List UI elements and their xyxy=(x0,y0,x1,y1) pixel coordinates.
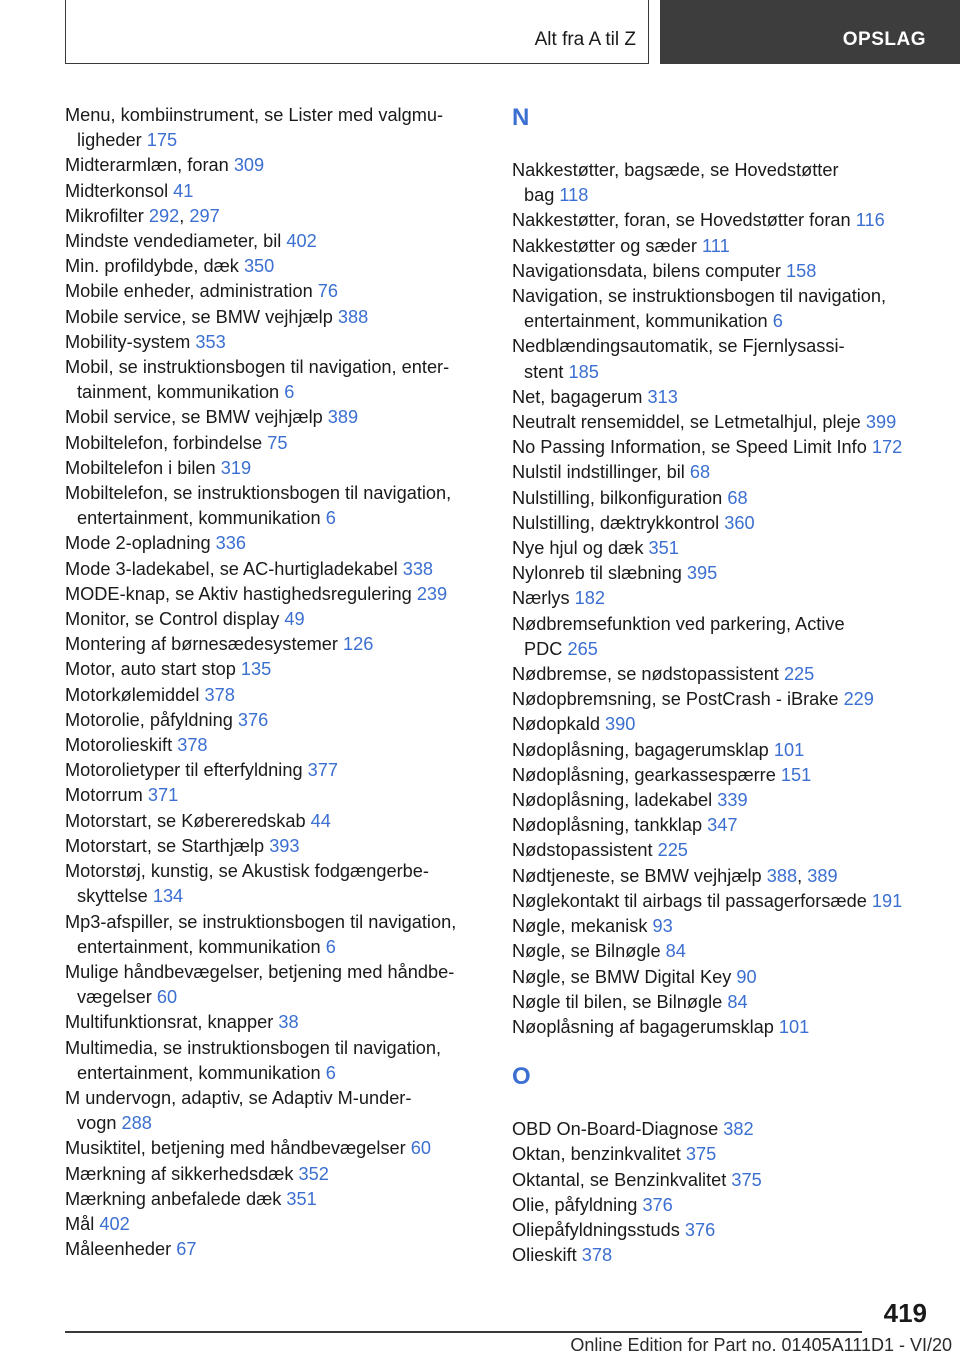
index-entry xyxy=(512,738,932,763)
index-entry-term: Nødoplåsning, tankklap xyxy=(512,815,703,836)
index-entry-term: Nøgle, se BMW Digital Key xyxy=(512,966,732,987)
index-entry xyxy=(65,809,485,834)
index-entry-term: Nulstilling, bilkonfiguration xyxy=(512,487,723,508)
index-entry-term-continued: PDC xyxy=(524,638,563,659)
index-column-right xyxy=(512,103,932,1268)
index-entry-term: Monitor, se Control display xyxy=(65,609,280,630)
index-entry-term: Nødoplåsning, gearkassespærre xyxy=(512,764,776,785)
index-entry xyxy=(65,1010,485,1035)
index-entry: Mikrofilter 292, 297 xyxy=(65,205,220,226)
page-reference-link[interactable]: 49 xyxy=(284,609,305,630)
index-entry-term: Midterarmlæn, foran xyxy=(65,155,229,176)
index-entry-term-continued: ligheder xyxy=(77,130,142,151)
index-entry xyxy=(65,632,485,657)
page-reference-link[interactable]: 288 xyxy=(121,1113,152,1134)
page-reference-link[interactable]: 389 xyxy=(327,407,359,428)
page-reference-link[interactable]: 38 xyxy=(278,1012,299,1033)
index-entry xyxy=(65,557,485,582)
index-entry-term: Motorkølemiddel xyxy=(65,684,200,705)
index-entry xyxy=(65,1036,485,1086)
index-entry xyxy=(65,683,485,708)
page-reference-link[interactable]: 378 xyxy=(581,1245,613,1266)
index-entry-term: Mobiltelefon, se instruktionsbogen til navigation, xyxy=(65,483,452,504)
index-entry-term: Nøglekontakt til airbags til passagerforsæde xyxy=(512,890,867,911)
index-entry-term: Net, bagagerum xyxy=(512,386,643,407)
index-entry xyxy=(65,279,485,304)
index-entry xyxy=(65,783,485,808)
index-entry xyxy=(512,838,932,863)
page-reference-link[interactable]: 116 xyxy=(855,210,885,231)
index-entry-term: Multifunktionsrat, knapper xyxy=(65,1012,274,1033)
index-entry xyxy=(512,813,932,838)
page-reference-link[interactable]: 393 xyxy=(269,835,300,856)
page-reference-link[interactable]: 175 xyxy=(146,130,178,151)
page-reference-link[interactable]: 67 xyxy=(176,1239,197,1260)
index-entry xyxy=(512,334,932,384)
page-reference-link[interactable]: 265 xyxy=(567,638,598,659)
page-reference-link[interactable]: 382 xyxy=(723,1119,754,1140)
index-entry-term: Olieskift xyxy=(512,1245,577,1266)
index-entry xyxy=(512,158,932,208)
header-tab-box xyxy=(660,0,960,64)
index-entry xyxy=(512,939,932,964)
page-reference-link[interactable]: 297 xyxy=(189,205,220,226)
page-reference-link[interactable]: 6 xyxy=(325,508,336,529)
index-column-left xyxy=(65,103,485,1262)
index-entry xyxy=(65,607,485,632)
index-entry-term: Nødoplåsning, bagagerumsklap xyxy=(512,739,769,760)
index-entry-term: Mobiltelefon, forbindelse xyxy=(65,432,263,453)
index-entry-term: Motorolieskift xyxy=(65,735,173,756)
page-reference-link[interactable]: 41 xyxy=(173,180,194,201)
index-entry-term: Nye hjul og dæk xyxy=(512,538,644,559)
index-entry-term: Motor, auto start stop xyxy=(65,659,236,680)
page-reference-link[interactable]: 338 xyxy=(402,558,434,579)
page-reference-link[interactable]: 6 xyxy=(325,1062,336,1083)
index-entry-term: Nødopbremsning, se PostCrash - iBrake xyxy=(512,689,839,710)
page-reference-link[interactable]: 90 xyxy=(736,966,757,987)
index-entry xyxy=(65,859,485,909)
footer-divider xyxy=(65,1331,862,1333)
index-entry-term: Mobiltelefon i bilen xyxy=(65,457,216,478)
page-reference-link[interactable]: 84 xyxy=(727,991,748,1012)
page-reference-link[interactable]: 399 xyxy=(865,412,897,433)
index-entry-term: Motorrum xyxy=(65,785,143,806)
index-entry-term-continued: entertainment, kommunikation xyxy=(524,311,768,332)
page-reference-link[interactable]: 376 xyxy=(237,709,269,730)
index-entry-term: Måleenheder xyxy=(65,1239,172,1260)
page-reference-link[interactable]: 336 xyxy=(215,533,247,554)
index-entry-term: Nødbremsefunktion ved parkering, Active xyxy=(512,613,845,634)
page-reference-link[interactable]: 378 xyxy=(204,684,235,705)
index-entry xyxy=(65,355,485,405)
index-entry xyxy=(65,657,485,682)
index-entry xyxy=(512,486,932,511)
page-reference-link[interactable]: 309 xyxy=(233,155,265,176)
page-reference-link[interactable]: 375 xyxy=(731,1169,762,1190)
index-entry xyxy=(512,1193,932,1218)
index-entry-term-continued: entertainment, kommunikation xyxy=(77,508,321,529)
page-reference-link[interactable]: 371 xyxy=(147,785,179,806)
page-reference-link[interactable]: 75 xyxy=(267,432,288,453)
index-entry-term-continued: skyttelse xyxy=(77,886,148,907)
index-entry-term: Motorolietyper til efterfyldning xyxy=(65,760,303,781)
index-entry-term: MODE-knap, se Aktiv hastighedsregulering xyxy=(65,583,412,604)
index-entry xyxy=(65,1212,485,1237)
page-reference-link[interactable]: 376 xyxy=(684,1219,716,1240)
page-reference-link[interactable]: 6 xyxy=(772,311,783,332)
index-entry xyxy=(512,914,932,939)
index-entry-term: Nøoplåsning af bagagerumsklap xyxy=(512,1016,774,1037)
index-entry-term: Nøgle, se Bilnøgle xyxy=(512,941,661,962)
index-entry xyxy=(512,889,932,914)
index-entry-term: Mobil service, se BMW vejhjælp xyxy=(65,407,323,428)
page-reference-link[interactable]: 360 xyxy=(724,512,755,533)
index-entry xyxy=(65,910,485,960)
index-entry xyxy=(65,1086,485,1136)
page-reference-link[interactable]: 225 xyxy=(783,664,815,685)
index-entry-term: Nulstil indstillinger, bil xyxy=(512,462,685,483)
page-reference-link[interactable]: 101 xyxy=(778,1016,810,1037)
index-entry xyxy=(512,536,932,561)
page-reference-link[interactable]: 135 xyxy=(240,659,272,680)
index-entry xyxy=(65,834,485,859)
index-entry xyxy=(512,1218,932,1243)
page-reference-link[interactable]: 60 xyxy=(410,1138,432,1159)
page-reference-link[interactable]: 68 xyxy=(727,487,748,508)
index-entry-term: Nøgle, mekanisk xyxy=(512,916,648,937)
index-entry xyxy=(512,284,932,334)
index-entry xyxy=(512,410,932,435)
header-section-box xyxy=(65,0,649,64)
page-reference-link[interactable]: 388 xyxy=(337,306,369,327)
page-reference-link[interactable]: 76 xyxy=(317,281,338,302)
index-entry xyxy=(65,531,485,556)
index-entry-term: Navigationsdata, bilens computer xyxy=(512,260,781,281)
index-entry-term: Min. profildybde, dæk xyxy=(65,256,239,277)
index-entry xyxy=(65,960,485,1010)
index-entry xyxy=(65,758,485,783)
page-reference-link[interactable]: 93 xyxy=(652,916,673,937)
page-reference-link[interactable]: 158 xyxy=(786,260,817,281)
index-entry-term: Motorstart, se Købereredskab xyxy=(65,810,306,831)
page-reference-link[interactable]: 185 xyxy=(568,361,599,382)
index-entry-term: Mode 2-opladning xyxy=(65,533,211,554)
page-reference-link[interactable]: 389 xyxy=(807,865,838,886)
index-entry xyxy=(65,1162,485,1187)
page-reference-link[interactable]: 402 xyxy=(286,231,317,252)
index-entry-term: Nøgle til bilen, se Bilnøgle xyxy=(512,991,723,1012)
index-entry-term: Navigation, se instruktionsbogen til navigation, xyxy=(512,286,887,307)
index-entry-term: Nødopkald xyxy=(512,714,600,735)
page-reference-link[interactable]: 376 xyxy=(642,1194,673,1215)
index-entry-term: Nødtjeneste, se BMW vejhjælp xyxy=(512,865,762,886)
page-reference-link[interactable]: 319 xyxy=(220,457,252,478)
index-entry xyxy=(512,1015,932,1040)
index-entry-term: Montering af børnesædesystemer xyxy=(65,634,338,655)
index-entry-term: Nakkestøtter, bagsæde, se Hovedstøtter xyxy=(512,160,839,180)
index-entry xyxy=(512,561,932,586)
index-entry xyxy=(512,460,932,485)
page-number: 419 xyxy=(883,1298,927,1328)
index-entry xyxy=(512,612,932,662)
index-entry-term: Multimedia, se instruktionsbogen til navigation, xyxy=(65,1037,442,1058)
page-reference-link[interactable]: 347 xyxy=(707,815,738,836)
index-entry-term: Musiktitel, betjening med håndbevægelser xyxy=(65,1138,406,1159)
index-entry-term-continued: vogn xyxy=(77,1113,117,1134)
page-reference-link[interactable]: 225 xyxy=(657,840,688,861)
index-entry-term: Motorstart, se Starthjælp xyxy=(65,835,265,856)
page-reference-link[interactable]: 68 xyxy=(689,462,711,483)
page-reference-link[interactable]: 353 xyxy=(195,331,226,352)
page-reference-link[interactable]: 134 xyxy=(152,886,184,907)
page-reference-link[interactable]: 118 xyxy=(559,185,589,206)
index-entry-term: OBD On-Board-Diagnose xyxy=(512,1119,719,1140)
index-entry-term-continued: entertainment, kommunikation xyxy=(77,1062,321,1083)
index-entry-term: Mulige håndbevægelser, betjening med håndbe- xyxy=(65,961,455,982)
index-entry-term: Nødoplåsning, ladekabel xyxy=(512,790,713,811)
index-entry-term: Oktantal, se Benzinkvalitet xyxy=(512,1169,727,1190)
index-entry xyxy=(65,1136,485,1161)
index-entry-term-continued: entertainment, kommunikation xyxy=(77,936,321,957)
page-reference-link[interactable]: 375 xyxy=(685,1144,717,1165)
page-reference-link[interactable]: 44 xyxy=(310,810,331,831)
index-entry xyxy=(65,456,485,481)
index-entry xyxy=(512,1243,932,1268)
page-reference-link[interactable]: 101 xyxy=(773,739,805,760)
header-tab-label: OPSLAG xyxy=(842,29,926,50)
header-section-title: Alt fra A til Z xyxy=(534,29,636,50)
index-entry-term: Mikrofilter xyxy=(65,205,144,226)
index-entry xyxy=(512,234,932,259)
index-entry-term: Nødstopassistent xyxy=(512,840,653,861)
index-entry xyxy=(65,305,485,330)
index-entry xyxy=(65,481,485,531)
page-reference-link[interactable]: 126 xyxy=(343,634,374,655)
page-reference-link[interactable]: 351 xyxy=(648,538,679,559)
index-entry xyxy=(65,1237,485,1262)
page-reference-link[interactable]: 350 xyxy=(243,256,275,277)
index-entry-term: Nærlys xyxy=(512,588,570,609)
index-entry xyxy=(65,153,485,178)
page-reference-link[interactable]: 339 xyxy=(717,790,748,811)
index-entry xyxy=(512,208,932,233)
index-entry-term: No Passing Information, se Speed Limit Info xyxy=(512,437,867,458)
index-entry-term: Nedblændingsautomatik, se Fjernlysassi- xyxy=(512,336,845,357)
index-entry-term: Midterkonsol xyxy=(65,180,169,201)
index-entry-term: Mindste vendediameter, bil xyxy=(65,231,282,252)
index-entry xyxy=(65,1187,485,1212)
index-section-letter: O xyxy=(512,1063,531,1091)
index-entry: Nødtjeneste, se BMW vejhjælp 388, 389 xyxy=(512,865,838,886)
page-reference-link[interactable]: 151 xyxy=(780,764,812,785)
page-reference-link[interactable]: 402 xyxy=(99,1213,130,1234)
index-entry-term-continued: tainment, kommunikation xyxy=(77,382,280,403)
index-entry xyxy=(512,259,932,284)
index-entry xyxy=(512,662,932,687)
index-entry xyxy=(512,1142,932,1167)
index-entry xyxy=(512,385,932,410)
page-reference-link[interactable]: 388 xyxy=(766,865,798,886)
index-entry-term: Nylonreb til slæbning xyxy=(512,563,682,584)
index-entry-term: Oktan, benzinkvalitet xyxy=(512,1144,681,1165)
page-reference-link[interactable]: 111 xyxy=(702,235,730,256)
index-entry xyxy=(65,179,485,204)
index-entry xyxy=(512,435,932,460)
index-entry xyxy=(65,254,485,279)
page-reference-link[interactable]: 6 xyxy=(284,382,295,403)
page-reference-link[interactable]: 172 xyxy=(871,437,903,458)
index-entry-term: Mål xyxy=(65,1213,95,1234)
page-reference-link[interactable]: 313 xyxy=(647,386,678,407)
index-entry-term-continued: bag xyxy=(524,185,555,206)
index-entry-term: Nakkestøtter og sæder xyxy=(512,235,697,256)
index-entry xyxy=(512,511,932,536)
index-entry-term: Mobile service, se BMW vejhjælp xyxy=(65,306,333,327)
index-entry xyxy=(65,708,485,733)
page-reference-link[interactable]: 182 xyxy=(574,588,606,609)
index-entry-term: Nakkestøtter, foran, se Hovedstøtter foran xyxy=(512,210,851,231)
index-entry xyxy=(65,229,485,254)
index-entry-term: Mobile enheder, administration xyxy=(65,281,313,302)
index-entry-term: Oliepåfyldningsstuds xyxy=(512,1219,680,1240)
page-reference-link[interactable]: 395 xyxy=(686,563,718,584)
index-entry xyxy=(65,733,485,758)
index-entry-term: Nødbremse, se nødstopassistent xyxy=(512,664,779,685)
footer-edition: Online Edition for Part no. 01405A111D1 - VI/20 xyxy=(570,1335,952,1355)
index-entry-term: Mode 3-ladekabel, se AC-hurtigladekabel xyxy=(65,558,398,579)
index-entry-term: Mærkning anbefalede dæk xyxy=(65,1188,282,1209)
index-entry-term: M undervogn, adaptiv, se Adaptiv M-under- xyxy=(65,1087,412,1108)
page-reference-link[interactable]: 84 xyxy=(665,941,686,962)
index-entry-term: Mobility-system xyxy=(65,331,191,352)
page-reference-link[interactable]: 6 xyxy=(325,936,336,957)
index-entry xyxy=(512,990,932,1015)
index-section-letter: N xyxy=(512,104,530,131)
page-reference-link[interactable]: 292 xyxy=(148,205,180,226)
index-entry xyxy=(512,712,932,737)
index-entry-term: Mærkning af sikkerhedsdæk xyxy=(65,1163,294,1184)
index-entry xyxy=(512,788,932,813)
index-entry-term: Motorstøj, kunstig, se Akustisk fodgængerbe- xyxy=(65,861,429,882)
index-entry xyxy=(65,582,485,607)
page-reference-link[interactable]: 351 xyxy=(286,1188,317,1209)
index-entry xyxy=(65,330,485,355)
index-entry-term: Menu, kombiinstrument, se Lister med valgmu- xyxy=(65,105,444,125)
index-entry-term: Olie, påfyldning xyxy=(512,1194,638,1215)
page-reference-link[interactable]: 390 xyxy=(605,714,636,735)
index-entry xyxy=(65,405,485,430)
page-reference-link[interactable]: 239 xyxy=(416,583,448,604)
index-entry xyxy=(512,1117,932,1142)
index-entry-term-continued: vægelser xyxy=(77,987,152,1008)
page-reference-link[interactable]: 377 xyxy=(307,760,338,781)
index-entry-term: Neutralt rensemiddel, se Letmetalhjul, pleje xyxy=(512,412,861,433)
page-reference-link[interactable]: 229 xyxy=(843,689,874,710)
index-entry-term: Mobil, se instruktionsbogen til navigation, enter- xyxy=(65,357,450,378)
index-entry xyxy=(65,431,485,456)
index-entry-term: Nulstilling, dæktrykkontrol xyxy=(512,512,720,533)
index-entry xyxy=(512,763,932,788)
index-entry-term: Mp3-afspiller, se instruktionsbogen til navigation, xyxy=(65,911,457,932)
index-entry xyxy=(512,1168,932,1193)
page-reference-link[interactable]: 60 xyxy=(156,987,178,1008)
index-entry xyxy=(512,586,932,611)
page-reference-link[interactable]: 378 xyxy=(177,735,208,756)
page-reference-link[interactable]: 352 xyxy=(298,1163,329,1184)
page-reference-link[interactable]: 191 xyxy=(871,890,903,911)
index-entry-term-continued: stent xyxy=(524,361,564,382)
index-entry xyxy=(512,965,932,990)
index-entry-term: Motorolie, påfyldning xyxy=(65,709,233,730)
index-entry xyxy=(512,687,932,712)
index-entry xyxy=(65,103,485,153)
